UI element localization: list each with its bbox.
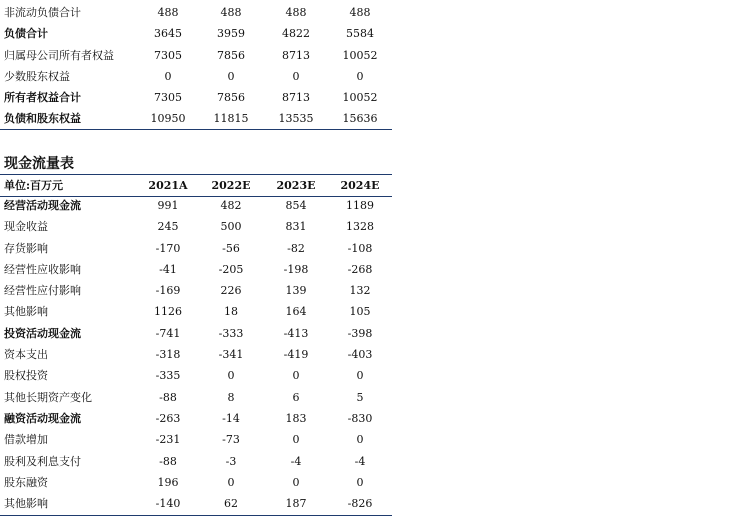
- cell-value: 10950: [150, 112, 186, 126]
- table-row: [0, 323, 392, 344]
- cell-value: -3: [225, 454, 237, 468]
- cell-value: 0: [227, 369, 235, 383]
- cell-value: 5: [356, 390, 364, 404]
- table-row: [0, 301, 392, 322]
- cell-value: 245: [157, 220, 179, 234]
- cell-value: 0: [356, 433, 364, 447]
- cell-value: 5584: [346, 27, 374, 41]
- cell-value: 183: [285, 411, 307, 425]
- cell-value: -88: [159, 390, 177, 404]
- cell-value: 488: [285, 6, 307, 19]
- cell-value: 0: [292, 369, 300, 383]
- table-row: [0, 493, 392, 514]
- cell-value: 132: [349, 284, 371, 298]
- cell-value: 3645: [154, 27, 182, 41]
- cell-value: -56: [222, 241, 240, 255]
- cell-value: 18: [224, 305, 238, 319]
- cell-value: 0: [356, 69, 364, 83]
- row-label: 经营性应收影响: [4, 262, 81, 276]
- cell-value: -82: [287, 241, 305, 255]
- cell-value: 226: [220, 284, 242, 298]
- cell-value: 187: [285, 497, 307, 511]
- cell-value: 1126: [154, 305, 182, 319]
- table-row: [0, 365, 392, 386]
- table-row: [0, 45, 392, 66]
- cell-value: 488: [349, 6, 371, 19]
- cell-value: 0: [292, 69, 300, 83]
- cell-value: 482: [220, 199, 242, 212]
- year-header: 2022E: [211, 179, 251, 192]
- cell-value: 62: [224, 497, 238, 511]
- cell-value: -169: [155, 284, 181, 298]
- table-row: [0, 195, 392, 216]
- row-label-bold: 经营活动现金流: [4, 199, 81, 212]
- cell-value: 7305: [154, 48, 182, 62]
- cash-flow-header: [0, 175, 392, 196]
- cell-value: -333: [218, 326, 244, 340]
- cell-value: 7305: [154, 91, 182, 105]
- table-row: [0, 2, 392, 23]
- cash-flow-title: 现金流量表: [4, 156, 74, 172]
- cell-value: -263: [155, 411, 181, 425]
- cell-value: 0: [292, 433, 300, 447]
- cash-flow-table: [0, 195, 392, 514]
- cell-value: 11815: [213, 112, 249, 126]
- cell-value: -41: [159, 262, 177, 276]
- cell-value: 0: [292, 475, 300, 489]
- year-header: 2024E: [340, 179, 380, 192]
- cell-value: 500: [220, 220, 242, 234]
- table-row: [0, 259, 392, 280]
- cell-value: 0: [356, 369, 364, 383]
- row-label: 其他长期资产变化: [4, 390, 92, 404]
- cell-value: -398: [347, 326, 373, 340]
- row-label: 少数股东权益: [4, 69, 70, 83]
- cell-value: -318: [155, 348, 181, 362]
- row-label: 经营性应付影响: [4, 284, 81, 298]
- unit-label: 单位:百万元: [4, 179, 64, 192]
- cell-value: 15636: [342, 112, 378, 126]
- row-label: 借款增加: [4, 433, 48, 447]
- cell-value: -140: [155, 497, 181, 511]
- cell-value: -335: [155, 369, 181, 383]
- cell-value: -88: [159, 454, 177, 468]
- cell-value: -231: [155, 433, 181, 447]
- cell-value: 488: [157, 6, 179, 19]
- row-label-bold: 融资活动现金流: [4, 411, 81, 425]
- cell-value: 831: [285, 220, 307, 234]
- cell-value: 8713: [282, 48, 310, 62]
- table-row: [0, 87, 392, 108]
- cell-value: 6: [292, 390, 300, 404]
- table-row: [0, 387, 392, 408]
- row-label: 股东融资: [4, 475, 48, 489]
- cell-value: 1328: [346, 220, 374, 234]
- row-label: 存货影响: [4, 241, 48, 255]
- row-label-bold: 负债和股东权益: [4, 112, 81, 126]
- row-label: 其他影响: [4, 497, 48, 511]
- cell-value: -268: [347, 262, 373, 276]
- row-label: 归属母公司所有者权益: [4, 48, 114, 62]
- table-row: [0, 408, 392, 429]
- cell-value: 1189: [346, 199, 374, 212]
- cell-value: -205: [218, 262, 244, 276]
- cell-value: 164: [285, 305, 307, 319]
- cell-value: -341: [218, 348, 244, 362]
- row-label: 现金收益: [4, 220, 48, 234]
- cell-value: 488: [220, 6, 242, 19]
- balance-sheet-bottom-rule: [0, 129, 392, 130]
- cell-value: 105: [349, 305, 371, 319]
- table-row: [0, 280, 392, 301]
- table-row: [0, 472, 392, 493]
- cell-value: 139: [285, 284, 307, 298]
- cell-value: -413: [283, 326, 309, 340]
- table-row: [0, 66, 392, 87]
- cash-flow-bottom-rule: [0, 515, 392, 516]
- table-row: [0, 344, 392, 365]
- cell-value: -198: [283, 262, 309, 276]
- cell-value: -4: [290, 454, 302, 468]
- table-row: [0, 238, 392, 259]
- cell-value: 7856: [217, 91, 245, 105]
- cell-value: 10052: [342, 48, 378, 62]
- cell-value: -108: [347, 241, 373, 255]
- year-header: 2021A: [148, 179, 188, 192]
- row-label: 其他影响: [4, 305, 48, 319]
- cell-value: 991: [157, 199, 179, 212]
- cell-value: 3959: [217, 27, 245, 41]
- cell-value: -826: [347, 497, 373, 511]
- cell-value: 0: [227, 475, 235, 489]
- row-label: 股权投资: [4, 369, 48, 383]
- cell-value: 8713: [282, 91, 310, 105]
- cell-value: -830: [347, 411, 373, 425]
- cell-value: -419: [283, 348, 309, 362]
- table-row: [0, 216, 392, 237]
- cell-value: 854: [285, 199, 307, 212]
- cell-value: 4822: [282, 27, 310, 41]
- row-label-bold: 负债合计: [4, 27, 48, 41]
- cell-value: 196: [157, 475, 179, 489]
- cell-value: 7856: [217, 48, 245, 62]
- cell-value: 13535: [278, 112, 314, 126]
- cell-value: -73: [222, 433, 240, 447]
- year-header: 2023E: [276, 179, 316, 192]
- table-row: [0, 108, 392, 129]
- cell-value: 8: [227, 390, 235, 404]
- cell-value: -170: [155, 241, 181, 255]
- cell-value: -4: [354, 454, 366, 468]
- balance-sheet-table: [0, 2, 392, 130]
- row-label-bold: 所有者权益合计: [4, 91, 81, 105]
- row-label: 股利及利息支付: [4, 454, 81, 468]
- cell-value: 0: [227, 69, 235, 83]
- cell-value: 0: [164, 69, 172, 83]
- cell-value: 10052: [342, 91, 378, 105]
- table-row: [0, 451, 392, 472]
- table-row: [0, 429, 392, 450]
- row-label-bold: 投资活动现金流: [4, 326, 81, 340]
- cell-value: 0: [356, 475, 364, 489]
- cell-value: -14: [222, 411, 240, 425]
- row-label: 资本支出: [4, 348, 48, 362]
- table-row: [0, 23, 392, 44]
- row-label: 非流动负债合计: [4, 6, 81, 19]
- cell-value: -403: [347, 348, 373, 362]
- cell-value: -741: [155, 326, 181, 340]
